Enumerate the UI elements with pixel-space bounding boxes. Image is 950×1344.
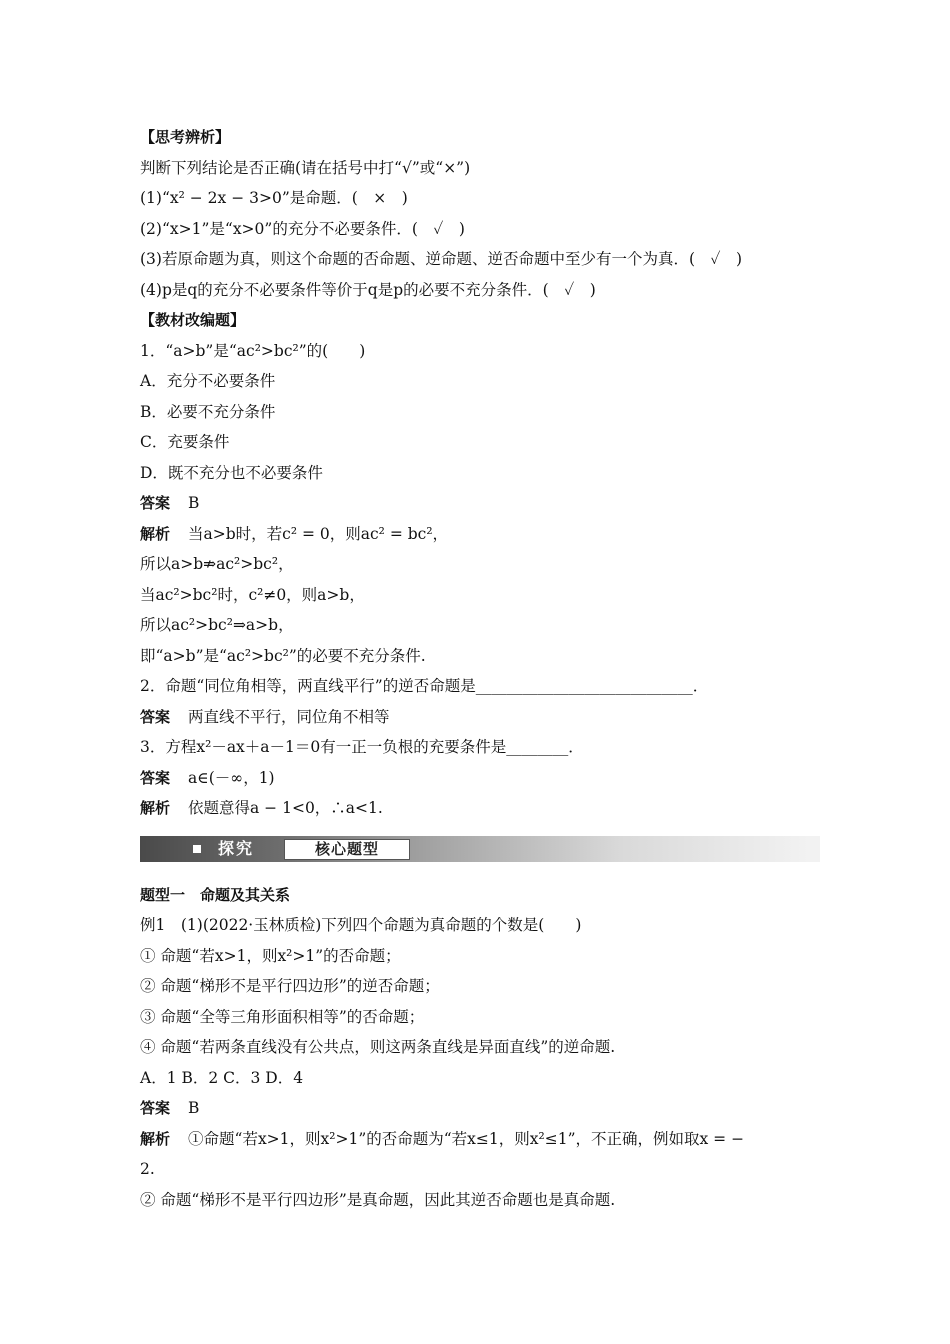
- analysis-label: 解析: [140, 799, 171, 817]
- banner-right-label: 核心题型: [284, 839, 410, 860]
- question-1-option-d: D．既不充分也不必要条件: [140, 463, 323, 482]
- analysis-text: 依题意得a − 1<0，∴a<1.: [188, 799, 383, 817]
- answer-label: 答案: [140, 768, 171, 787]
- example-1-analysis-2: ② 命题“梯形不是平行四边形”是真命题，因此其逆否命题也是真命题.: [140, 1190, 616, 1209]
- answer-label: 答案: [140, 1099, 171, 1117]
- example-1-analysis-1: [140, 1124, 820, 1155]
- question-1-option-a: A．充分不必要条件: [140, 372, 276, 390]
- statement-1: (1)“x² − 2x − 3>0”是命题．( × ): [140, 189, 408, 207]
- analysis-label: 解析: [140, 524, 171, 543]
- example-1-item-2: ② 命题“梯形不是平行四边形”的逆否命题；: [140, 977, 440, 995]
- example-1-analysis-1-cont: 2.: [140, 1160, 155, 1178]
- question-1-analysis-4: 所以ac²>bc²⇒a>b，: [140, 616, 294, 634]
- statement-3: (3)若原命题为真，则这个命题的否命题、逆命题、逆否命题中至少有一个为真．( ✓ ): [140, 250, 743, 268]
- question-3-analysis: [140, 793, 820, 824]
- answer-text: B: [188, 1099, 200, 1117]
- banner-left-label: 探究: [218, 838, 255, 858]
- answer-text: B: [188, 494, 200, 512]
- analysis-label: 解析: [140, 1129, 171, 1148]
- answer-text: 两直线不平行，同位角不相等: [188, 707, 390, 726]
- answer-text: a∈(－∞，1): [188, 768, 275, 787]
- statement-2: (2)“x>1”是“x>0”的充分不必要条件．( ✓ ): [140, 219, 465, 238]
- question-1-analysis-5: 即“a>b”是“ac²>bc²”的必要不充分条件.: [140, 646, 426, 665]
- example-1-item-4: ④ 命题“若两条直线没有公共点，则这两条直线是异面直线”的逆命题.: [140, 1038, 616, 1056]
- question-1-option-b: B．必要不充分条件: [140, 402, 276, 421]
- example-1: 例1 (1)(2022·玉林质检)下列四个命题为真命题的个数是( ): [140, 916, 582, 934]
- answer-label: 答案: [140, 494, 171, 512]
- question-1-analysis-3: 当ac²>bc²时，c²≠0，则a>b，: [140, 585, 365, 604]
- analysis-text: 当a>b时，若c² = 0，则ac² = bc²，: [188, 524, 449, 543]
- example-1-item-3: ③ 命题“全等三角形面积相等”的否命题；: [140, 1007, 425, 1026]
- square-bullet-icon: [193, 845, 201, 853]
- example-1-item-1: ① 命题“若x>1，则x²>1”的否命题；: [140, 946, 401, 965]
- section-textbook-title: 【教材改编题】: [140, 311, 246, 329]
- analysis-text: ①命题“若x>1，则x²>1”的否命题为“若x≤1，则x²≤1”，不正确，例如取x = −: [188, 1129, 745, 1148]
- question-2: 2．命题“同位角相等，两直线平行”的逆否命题是____________________________．: [140, 677, 709, 695]
- question-3-answer: [140, 763, 820, 794]
- question-2-answer: [140, 702, 820, 733]
- question-1-analysis-1: [140, 519, 820, 550]
- instruction-line: 判断下列结论是否正确(请在括号中打“√”或“×”): [140, 158, 471, 177]
- section-banner: [140, 836, 820, 862]
- answer-label: 答案: [140, 707, 171, 726]
- question-1-option-c: C．充要条件: [140, 433, 230, 451]
- example-1-options: A．1 B．2 C．3 D．4: [140, 1068, 304, 1087]
- question-1-answer: [140, 488, 820, 519]
- question-1-analysis-2: 所以a>b⇏ac²>bc²，: [140, 555, 294, 573]
- type-1-title: 题型一 命题及其关系: [140, 885, 291, 904]
- section-think-title: 【思考辨析】: [140, 128, 231, 146]
- question-1: 1．“a>b”是“ac²>bc²”的( ): [140, 341, 366, 360]
- statement-4: (4)p是q的充分不必要条件等价于q是p的必要不充分条件．( ✓ ): [140, 280, 596, 299]
- document-page: [140, 122, 820, 1215]
- question-3: 3．方程x²－ax＋a－1＝0有一正一负根的充要条件是________．: [140, 738, 584, 756]
- example-1-answer: [140, 1093, 820, 1124]
